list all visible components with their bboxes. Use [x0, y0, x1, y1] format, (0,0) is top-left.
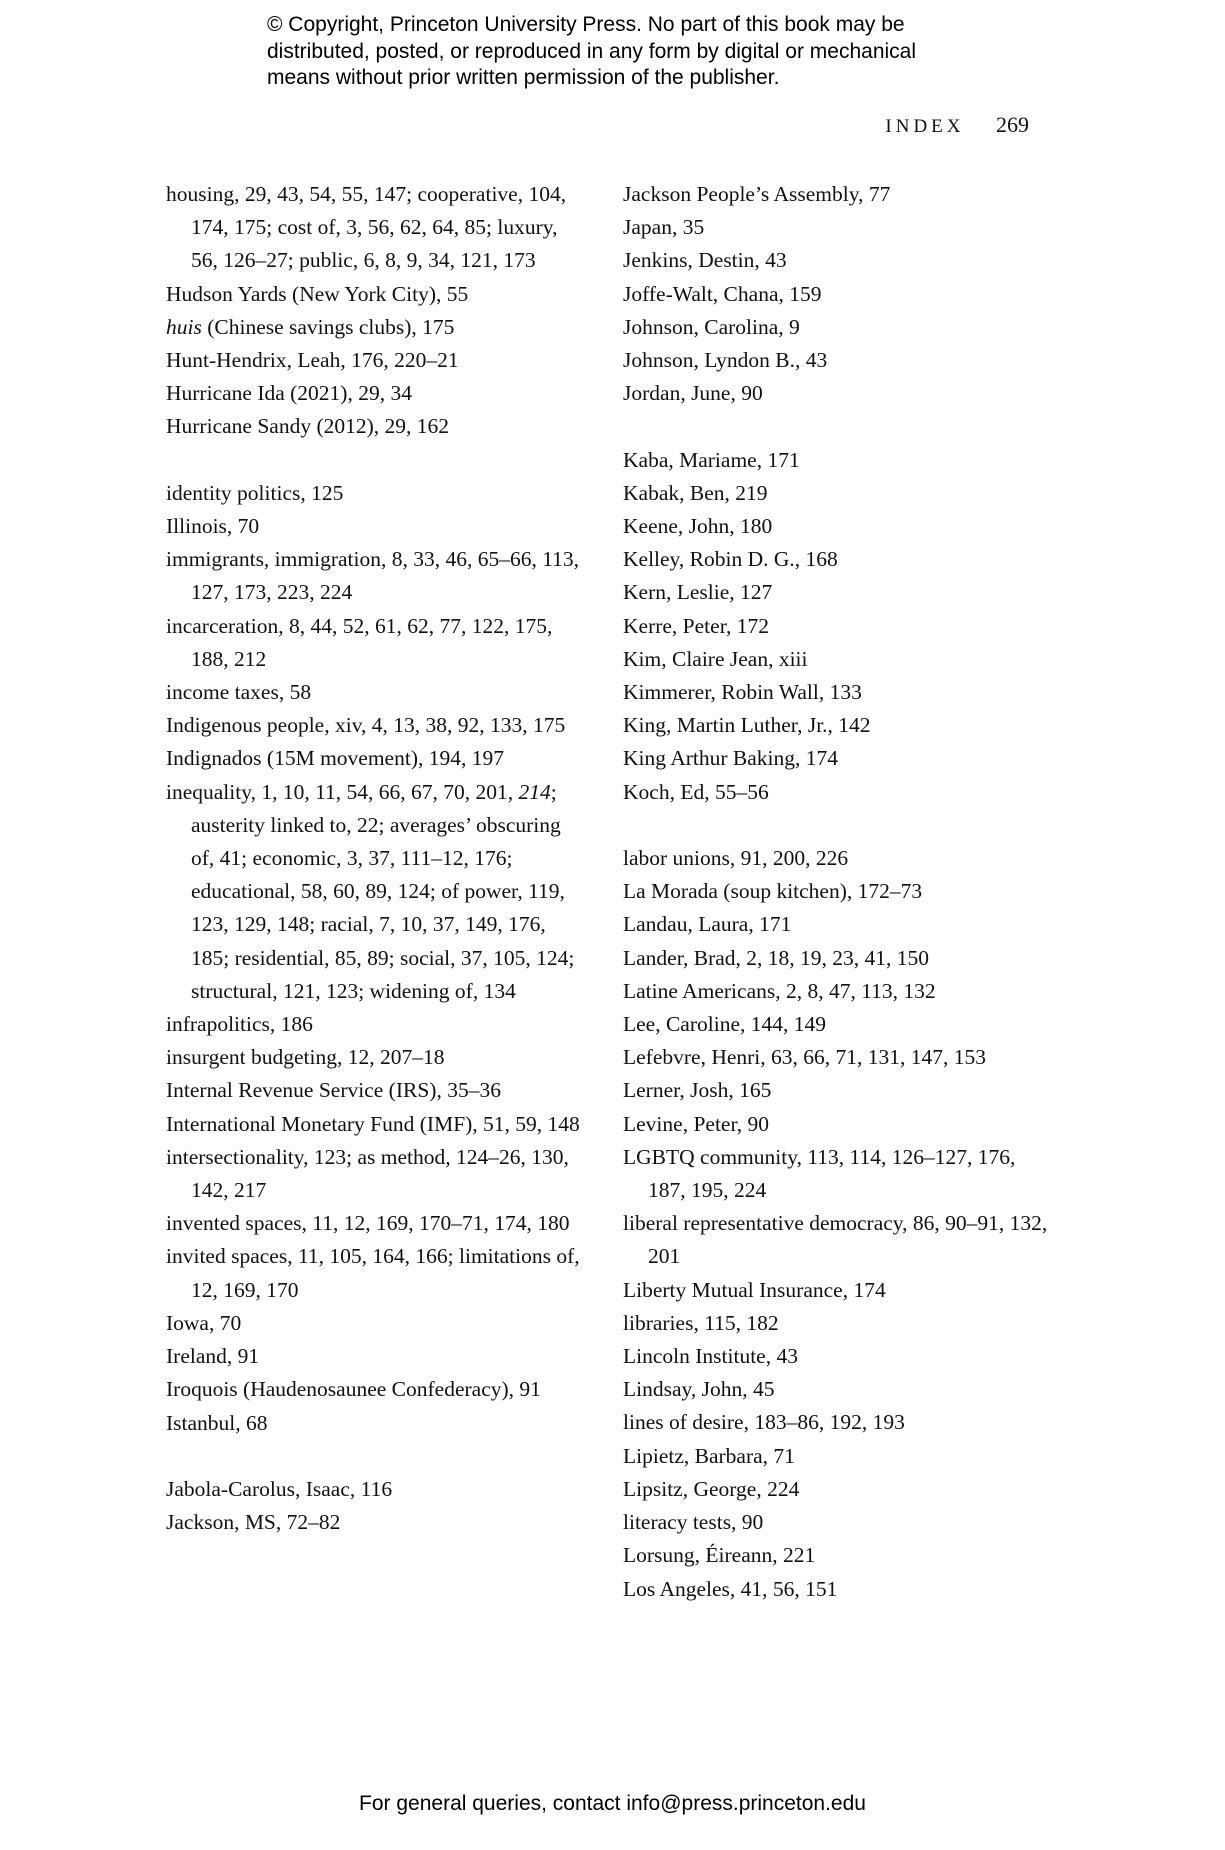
index-entry-text: housing, 29, 43, 54, 55, 147; cooperative, 104, 174, 175; cost of, 3, 56, 62, 64, 85; luxury, 56, 126–27; public, 6, 8, 9, 34, 121, 173 [166, 182, 567, 273]
index-entry-text: immigrants, immigration, 8, 33, 46, 65–66, 113, 127, 173, 223, 224 [166, 547, 580, 605]
index-entry-text: Johnson, Carolina, 9 [623, 314, 800, 339]
index-entry [623, 1440, 1053, 1473]
index-entry-text: literacy tests, 90 [623, 1510, 764, 1535]
index-entry-text: Internal Revenue Service (IRS), 35–36 [166, 1078, 501, 1103]
index-entry-text: La Morada (soup kitchen), 172–73 [623, 879, 923, 904]
index-entry-text: insurgent budgeting, 12, 207–18 [166, 1045, 445, 1070]
index-entry [623, 543, 1053, 576]
index-entry [166, 1307, 586, 1340]
index-entry [166, 1141, 586, 1207]
index-entry [166, 377, 586, 410]
index-entry-text: Lindsay, John, 45 [623, 1377, 775, 1402]
index-entry-text: liberal representative democracy, 86, 90–91, 132, 201 [623, 1211, 1048, 1269]
index-entry [166, 1506, 586, 1539]
index-entry [166, 311, 586, 344]
index-entry-text: Illinois, 70 [166, 514, 260, 539]
index-entry-text: Kim, Claire Jean, xiii [623, 646, 808, 671]
index-entry-text: Jackson, MS, 72–82 [166, 1510, 341, 1535]
index-entry-text: Hurricane Sandy (2012), 29, 162 [166, 414, 450, 439]
index-entry-text: Ireland, 91 [166, 1344, 260, 1369]
index-entry [166, 1108, 586, 1141]
index-column-right [623, 178, 1053, 1606]
index-entry [166, 178, 586, 278]
letter-group-gap [623, 410, 1053, 443]
index-entry-text: Jenkins, Destin, 43 [623, 248, 787, 273]
index-entry [166, 709, 586, 742]
index-column-left [166, 178, 586, 1539]
page-number: 269 [996, 112, 1029, 137]
index-entry [623, 1041, 1053, 1074]
index-entry [623, 311, 1053, 344]
copyright-line-2: distributed, posted, or reproduced in any form by digital or mechanical [267, 39, 917, 63]
index-entry-text: Indigenous people, xiv, 4, 13, 38, 92, 133, 175 [166, 713, 566, 738]
index-entry [623, 676, 1053, 709]
index-entry-text: King Arthur Baking, 174 [623, 746, 838, 771]
index-entry-text: (Chinese savings clubs), 175 [201, 314, 455, 339]
index-entry-text: lines of desire, 183–86, 192, 193 [623, 1410, 905, 1435]
index-entry [166, 344, 586, 377]
index-entry [623, 477, 1053, 510]
index-entry-text: LGBTQ community, 113, 114, 126–127, 176, 187, 195, 224 [623, 1144, 1016, 1203]
index-entry-text: Koch, Ed, 55–56 [623, 779, 769, 804]
index-entry-text: Lee, Caroline, 144, 149 [623, 1012, 827, 1037]
index-entry-text: Iroquois (Haudenosaunee Confederacy), 91 [166, 1377, 541, 1402]
index-entry-text: infrapolitics, 186 [166, 1012, 313, 1037]
index-entry [623, 1473, 1053, 1506]
index-entry [623, 244, 1053, 277]
index-entry-text: Lorsung, Éireann, 221 [623, 1543, 816, 1568]
index-entry-text: Lander, Brad, 2, 18, 19, 23, 41, 150 [623, 945, 930, 970]
index-entry-text: Hunt-Hendrix, Leah, 176, 220–21 [166, 348, 459, 373]
index-entry [623, 576, 1053, 609]
index-entry [623, 908, 1053, 941]
index-entry-text: Jabola-Carolus, Isaac, 116 [166, 1476, 393, 1501]
index-entry-text: invented spaces, 11, 12, 169, 170–71, 174, 180 [166, 1211, 570, 1236]
index-entry [623, 344, 1053, 377]
index-entry-text: Hudson Yards (New York City), 55 [166, 281, 469, 306]
index-entry-text: invited spaces, 11, 105, 164, 166; limitations of, 12, 169, 170 [166, 1244, 580, 1302]
index-entry [623, 776, 1053, 809]
running-head [885, 112, 1029, 138]
index-entry [166, 543, 586, 609]
index-entry-text: Indignados (15M movement), 194, 197 [166, 746, 504, 771]
index-entry-text: Johnson, Lyndon B., 43 [623, 348, 828, 373]
index-entry-text: Latine Americans, 2, 8, 47, 113, 132 [623, 978, 936, 1003]
index-entry-text: Lefebvre, Henri, 63, 66, 71, 131, 147, 153 [623, 1045, 987, 1070]
index-entry-text: Jackson People’s Assembly, 77 [623, 182, 891, 206]
index-entry [623, 178, 1053, 211]
index-entry-text: inequality, 1, 10, 11, 54, 66, 67, 70, 201, [166, 779, 519, 804]
index-entry-text: King, Martin Luther, Jr., 142 [623, 713, 871, 738]
index-entry [166, 742, 586, 775]
index-entry-text: identity politics, 125 [166, 480, 344, 505]
index-entry [623, 211, 1053, 244]
index-entry-text: Kabak, Ben, 219 [623, 480, 768, 505]
index-entry [623, 875, 1053, 908]
index-entry-text: Lipsitz, George, 224 [623, 1476, 800, 1501]
index-entry [623, 444, 1053, 477]
index-entry-text: Kaba, Mariame, 171 [623, 447, 800, 472]
index-entry-text: Lipietz, Barbara, 71 [623, 1443, 795, 1468]
index-entry [166, 510, 586, 543]
index-entry [623, 610, 1053, 643]
index-entry [623, 1074, 1053, 1107]
index-entry-text: Los Angeles, 41, 56, 151 [623, 1576, 838, 1601]
index-entry [166, 278, 586, 311]
index-entry [166, 1008, 586, 1041]
index-entry-text: Kimmerer, Robin Wall, 133 [623, 680, 862, 705]
index-entry-text: income taxes, 58 [166, 680, 312, 705]
index-entry [166, 610, 586, 676]
index-entry [623, 1573, 1053, 1606]
index-entry [623, 1340, 1053, 1373]
index-entry [623, 377, 1053, 410]
index-entry-text: Iowa, 70 [166, 1310, 242, 1335]
index-entry [166, 1207, 586, 1240]
index-entry [623, 1506, 1053, 1539]
index-entry [623, 1108, 1053, 1141]
index-entry-text: Keene, John, 180 [623, 514, 773, 539]
index-entry-text: intersectionality, 123; as method, 124–26, 130, 142, 217 [166, 1144, 569, 1203]
index-entry [166, 1340, 586, 1373]
index-entry [623, 1373, 1053, 1406]
index-entry [623, 1141, 1053, 1207]
index-entry [166, 410, 586, 443]
copyright-notice [267, 12, 1027, 92]
index-entry-subentries: ; austerity linked to, 22; averages’ obscuring of, 41; economic, 3, 37, 111–12, 176; educational, 58, 60, 89, 124; of power, 119, 123, 129, 148; racial, 7, 10, 37, 149, 176, 185; residential, 85, 89; social, 37, 105, 124; structural, 121, 123; widening of, 134 [191, 779, 575, 1003]
index-entry-text: Japan, 35 [623, 215, 705, 240]
index-entry [623, 510, 1053, 543]
index-entry-italic-page: 214 [518, 779, 551, 804]
index-entry [623, 1207, 1053, 1273]
letter-group-gap [166, 444, 586, 477]
letter-group-gap [623, 809, 1053, 842]
index-entry [623, 1307, 1053, 1340]
index-entry [166, 776, 586, 1008]
index-entry [623, 1406, 1053, 1439]
index-entry-text: Joffe-Walt, Chana, 159 [623, 281, 822, 306]
index-entry [623, 709, 1053, 742]
index-entry-text: Levine, Peter, 90 [623, 1111, 770, 1136]
running-head-label: INDEX [885, 116, 965, 137]
index-entry [166, 1407, 586, 1440]
index-entry-text: Jordan, June, 90 [623, 381, 763, 406]
copyright-line-3: means without prior written permission of the publisher. [267, 66, 780, 89]
index-entry [623, 742, 1053, 775]
index-entry-text: International Monetary Fund (IMF), 51, 59, 148 [166, 1111, 580, 1136]
index-entry [623, 842, 1053, 875]
index-entry [623, 643, 1053, 676]
index-entry-text: Landau, Laura, 171 [623, 912, 792, 937]
index-entry [623, 1008, 1053, 1041]
index-entry [166, 676, 586, 709]
index-entry-text: Kerre, Peter, 172 [623, 613, 769, 638]
index-entry [166, 1074, 586, 1107]
index-entry-text: libraries, 115, 182 [623, 1310, 779, 1335]
letter-group-gap [166, 1440, 586, 1473]
copyright-line-1: © Copyright, Princeton University Press. No part of this book may be [267, 13, 905, 36]
index-entry [623, 942, 1053, 975]
index-entry [166, 1373, 586, 1406]
index-entry [623, 278, 1053, 311]
index-entry [166, 477, 586, 510]
index-entry [166, 1240, 586, 1306]
index-entry-text: Lincoln Institute, 43 [623, 1344, 798, 1369]
index-entry-text: Hurricane Ida (2021), 29, 34 [166, 381, 412, 406]
index-entry-text: incarceration, 8, 44, 52, 61, 62, 77, 122, 175, 188, 212 [166, 613, 553, 671]
index-entry-text: labor unions, 91, 200, 226 [623, 846, 849, 871]
index-entry-italic-term: huis [166, 314, 202, 339]
index-entry [623, 975, 1053, 1008]
index-entry-text: Istanbul, 68 [166, 1410, 268, 1435]
index-entry-text: Kern, Leslie, 127 [623, 580, 773, 605]
index-entry-text: Kelley, Robin D. G., 168 [623, 547, 838, 572]
index-entry [623, 1274, 1053, 1307]
index-entry-text: Lerner, Josh, 165 [623, 1078, 772, 1103]
index-entry-text: Liberty Mutual Insurance, 174 [623, 1277, 886, 1302]
index-entry [166, 1041, 586, 1074]
index-entry [166, 1473, 586, 1506]
index-entry [623, 1539, 1053, 1572]
footer-contact: For general queries, contact info@press.princeton.edu [359, 1792, 866, 1815]
